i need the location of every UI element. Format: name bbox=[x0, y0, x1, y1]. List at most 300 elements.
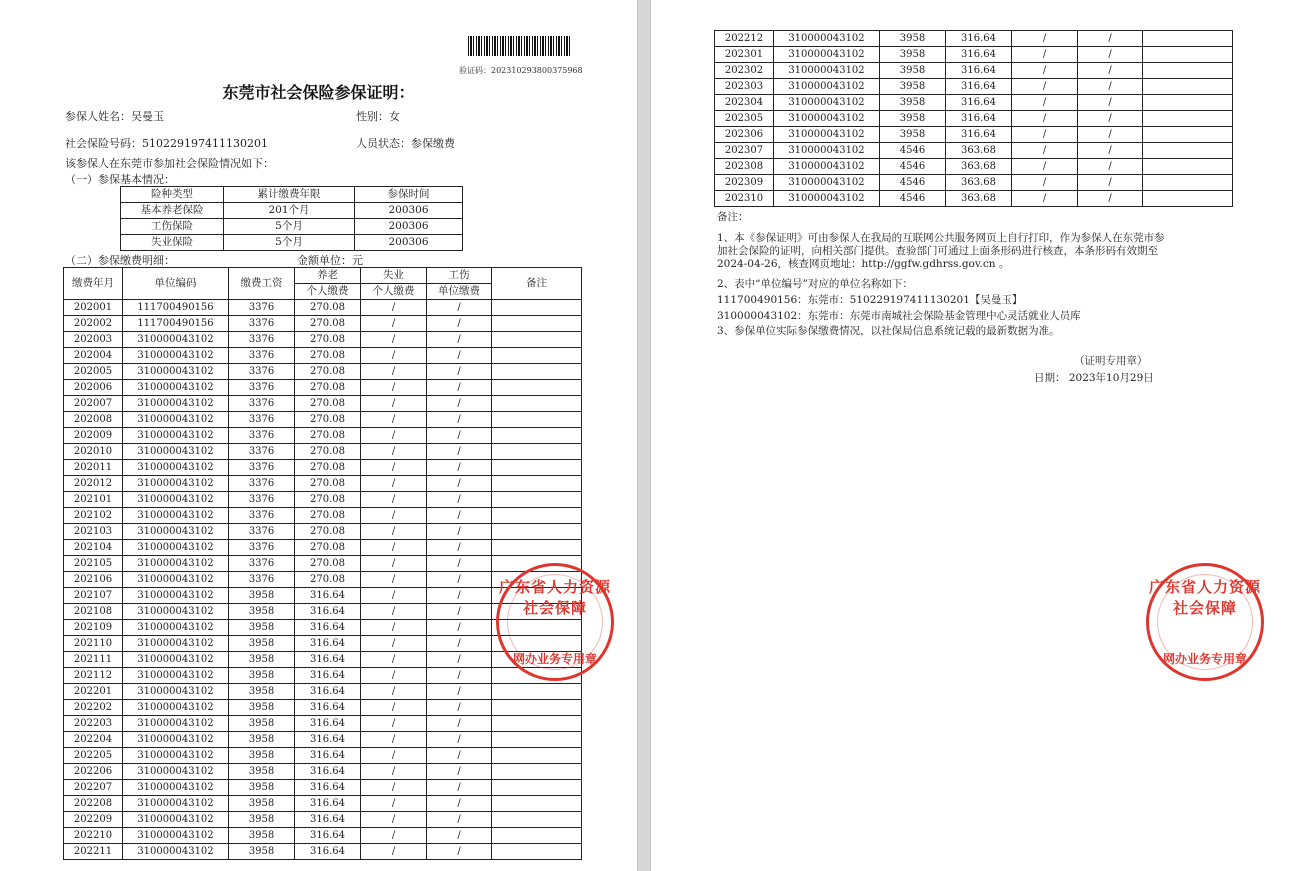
table-cell bbox=[492, 444, 582, 460]
table-row bbox=[64, 428, 582, 444]
table-row bbox=[64, 332, 582, 348]
table-cell: 111700490156 bbox=[123, 300, 229, 316]
insured-name: 参保人姓名：吴曼玉 bbox=[65, 110, 164, 123]
table-cell: 310000043102 bbox=[123, 364, 229, 380]
table-cell bbox=[1143, 143, 1233, 159]
table-row bbox=[64, 828, 582, 844]
table-cell: / bbox=[427, 748, 492, 764]
table-row bbox=[64, 684, 582, 700]
table-cell: 270.08 bbox=[295, 556, 361, 572]
table-cell: 363.68 bbox=[946, 159, 1012, 175]
basic-header-type: 险种类型 bbox=[121, 187, 224, 203]
table-row bbox=[715, 79, 1233, 95]
table-cell: / bbox=[1078, 159, 1143, 175]
table-cell: / bbox=[427, 716, 492, 732]
table-cell: 3376 bbox=[229, 396, 295, 412]
table-row bbox=[121, 203, 463, 219]
table-cell: 3376 bbox=[229, 556, 295, 572]
table-cell bbox=[492, 492, 582, 508]
table-cell: 270.08 bbox=[295, 300, 361, 316]
table-row bbox=[715, 47, 1233, 63]
table-row bbox=[64, 780, 582, 796]
table-row bbox=[64, 732, 582, 748]
table-cell: 202102 bbox=[64, 508, 123, 524]
table-cell: / bbox=[427, 476, 492, 492]
table-row bbox=[64, 412, 582, 428]
table-cell: 202111 bbox=[64, 652, 123, 668]
table-cell: 3958 bbox=[880, 111, 946, 127]
table-cell: 202205 bbox=[64, 748, 123, 764]
table-cell: 270.08 bbox=[295, 348, 361, 364]
table-cell: / bbox=[1012, 95, 1078, 111]
table-cell: / bbox=[1012, 143, 1078, 159]
table-cell: 310000043102 bbox=[123, 428, 229, 444]
table-cell: 3376 bbox=[229, 508, 295, 524]
table-cell bbox=[492, 348, 582, 364]
table-cell bbox=[1143, 175, 1233, 191]
table-cell: 310000043102 bbox=[123, 812, 229, 828]
table-cell: 202107 bbox=[64, 588, 123, 604]
table-cell bbox=[492, 684, 582, 700]
table-cell: 3958 bbox=[229, 780, 295, 796]
table-cell: 202210 bbox=[64, 828, 123, 844]
table-cell: / bbox=[427, 396, 492, 412]
table-cell: 310000043102 bbox=[123, 332, 229, 348]
table-row bbox=[64, 364, 582, 380]
table-cell: / bbox=[427, 604, 492, 620]
table-cell: / bbox=[361, 572, 427, 588]
table-cell: / bbox=[361, 492, 427, 508]
table-cell: 4546 bbox=[880, 175, 946, 191]
table-cell bbox=[492, 524, 582, 540]
table-cell: 316.64 bbox=[295, 604, 361, 620]
table-cell: / bbox=[427, 844, 492, 860]
table-cell: / bbox=[427, 444, 492, 460]
table-cell: / bbox=[361, 764, 427, 780]
table-cell: 202002 bbox=[64, 316, 123, 332]
table-cell: 202106 bbox=[64, 572, 123, 588]
table-cell: 202304 bbox=[715, 95, 774, 111]
table-cell: 316.64 bbox=[295, 732, 361, 748]
intro-text: 该参保人在东莞市参加社会保险情况如下： bbox=[65, 157, 274, 170]
table-cell: 3376 bbox=[229, 348, 295, 364]
table-cell: 310000043102 bbox=[123, 828, 229, 844]
table-cell: / bbox=[1078, 79, 1143, 95]
table-cell: 4546 bbox=[880, 191, 946, 207]
table-cell: 270.08 bbox=[295, 412, 361, 428]
table-cell: / bbox=[427, 588, 492, 604]
table-cell: / bbox=[1078, 127, 1143, 143]
seal-inner-text-2: 网办业务专用章 bbox=[1162, 652, 1247, 666]
table-cell: 202103 bbox=[64, 524, 123, 540]
table-row bbox=[715, 95, 1233, 111]
table-cell bbox=[492, 780, 582, 796]
table-cell: 3376 bbox=[229, 444, 295, 460]
insured-gender: 性别：女 bbox=[356, 110, 400, 123]
basic-insurance-table bbox=[120, 186, 463, 251]
table-cell: 316.64 bbox=[946, 79, 1012, 95]
table-cell: 3958 bbox=[229, 716, 295, 732]
table-cell: 202104 bbox=[64, 540, 123, 556]
table-cell: 202012 bbox=[64, 476, 123, 492]
table-cell bbox=[1143, 31, 1233, 47]
table-cell bbox=[492, 428, 582, 444]
table-cell: / bbox=[361, 652, 427, 668]
table-cell: 202004 bbox=[64, 348, 123, 364]
table-cell: / bbox=[427, 460, 492, 476]
table-cell: 310000043102 bbox=[123, 556, 229, 572]
table-cell: 310000043102 bbox=[123, 700, 229, 716]
table-cell: 310000043102 bbox=[774, 47, 880, 63]
table-cell: 5个月 bbox=[224, 235, 355, 251]
header-unit-code: 单位编码 bbox=[123, 268, 229, 300]
table-cell: / bbox=[427, 300, 492, 316]
table-cell: 111700490156 bbox=[123, 316, 229, 332]
note-3: 3、参保单位实际参保缴费情况，以社保局信息系统记载的最新数据为准。 bbox=[717, 325, 1060, 337]
table-cell: 316.64 bbox=[295, 620, 361, 636]
table-cell: / bbox=[361, 380, 427, 396]
table-cell: 202207 bbox=[64, 780, 123, 796]
table-cell bbox=[492, 748, 582, 764]
table-cell: 363.68 bbox=[946, 191, 1012, 207]
table-cell: 3376 bbox=[229, 572, 295, 588]
table-cell: 202204 bbox=[64, 732, 123, 748]
table-cell: 316.64 bbox=[295, 796, 361, 812]
table-cell bbox=[492, 412, 582, 428]
table-cell: / bbox=[361, 332, 427, 348]
table-cell: 316.64 bbox=[946, 31, 1012, 47]
page-divider bbox=[637, 0, 651, 871]
table-cell: 202011 bbox=[64, 460, 123, 476]
table-cell: 200306 bbox=[355, 203, 463, 219]
table-cell bbox=[492, 364, 582, 380]
social-insurance-number: 社会保险号码：510229197411130201 bbox=[65, 137, 268, 150]
table-cell: 310000043102 bbox=[123, 412, 229, 428]
table-cell: / bbox=[427, 316, 492, 332]
table-cell: / bbox=[427, 828, 492, 844]
amount-unit: 金额单位：元 bbox=[297, 254, 363, 267]
table-cell: / bbox=[427, 492, 492, 508]
table-cell: 202010 bbox=[64, 444, 123, 460]
table-cell: 3958 bbox=[229, 652, 295, 668]
table-cell: 310000043102 bbox=[123, 652, 229, 668]
table-cell: 3376 bbox=[229, 476, 295, 492]
table-cell bbox=[1143, 47, 1233, 63]
table-cell: / bbox=[427, 508, 492, 524]
table-cell: / bbox=[361, 732, 427, 748]
table-cell: / bbox=[361, 748, 427, 764]
table-cell: 310000043102 bbox=[123, 380, 229, 396]
table-cell: 310000043102 bbox=[123, 732, 229, 748]
header-pension-personal: 个人缴费 bbox=[295, 284, 361, 300]
table-cell: 202309 bbox=[715, 175, 774, 191]
table-cell: / bbox=[427, 412, 492, 428]
table-cell: 202201 bbox=[64, 684, 123, 700]
table-cell: 202008 bbox=[64, 412, 123, 428]
table-cell: 5个月 bbox=[224, 219, 355, 235]
table-row bbox=[64, 812, 582, 828]
table-cell: 270.08 bbox=[295, 460, 361, 476]
table-cell: 202206 bbox=[64, 764, 123, 780]
table-cell: 4546 bbox=[880, 159, 946, 175]
table-cell bbox=[1143, 95, 1233, 111]
table-cell: 3958 bbox=[229, 588, 295, 604]
table-row bbox=[715, 127, 1233, 143]
table-row bbox=[715, 191, 1233, 207]
table-cell: 310000043102 bbox=[774, 95, 880, 111]
table-cell: / bbox=[1078, 63, 1143, 79]
table-cell bbox=[492, 460, 582, 476]
table-cell: / bbox=[361, 620, 427, 636]
table-cell: 310000043102 bbox=[123, 572, 229, 588]
table-cell: 202308 bbox=[715, 159, 774, 175]
table-cell: 3376 bbox=[229, 524, 295, 540]
table-cell: 310000043102 bbox=[123, 524, 229, 540]
table-cell: 202203 bbox=[64, 716, 123, 732]
table-cell: 3958 bbox=[229, 748, 295, 764]
table-cell bbox=[1143, 63, 1233, 79]
table-row bbox=[64, 396, 582, 412]
table-cell: 3958 bbox=[229, 844, 295, 860]
table-row bbox=[64, 380, 582, 396]
table-cell: 202209 bbox=[64, 812, 123, 828]
table-cell: / bbox=[361, 428, 427, 444]
table-cell bbox=[492, 508, 582, 524]
header-unemployment: 失业 bbox=[361, 268, 427, 284]
table-cell: 202306 bbox=[715, 127, 774, 143]
table-cell: / bbox=[1012, 31, 1078, 47]
table-cell: 3376 bbox=[229, 380, 295, 396]
table-cell: / bbox=[361, 396, 427, 412]
table-cell: / bbox=[361, 508, 427, 524]
table-cell: / bbox=[361, 588, 427, 604]
table-row bbox=[715, 143, 1233, 159]
verification-code: 验证码：202310293800375968 bbox=[459, 66, 583, 75]
table-cell bbox=[492, 764, 582, 780]
table-cell: 3958 bbox=[880, 47, 946, 63]
table-cell bbox=[492, 828, 582, 844]
table-cell: / bbox=[1012, 175, 1078, 191]
table-row bbox=[715, 159, 1233, 175]
table-cell: 270.08 bbox=[295, 572, 361, 588]
table-cell bbox=[1143, 191, 1233, 207]
table-cell: 310000043102 bbox=[774, 79, 880, 95]
table-cell bbox=[492, 540, 582, 556]
table-cell: 270.08 bbox=[295, 380, 361, 396]
table-cell: 202303 bbox=[715, 79, 774, 95]
table-cell: 316.64 bbox=[946, 95, 1012, 111]
payment-detail-table bbox=[63, 267, 582, 860]
table-cell: 363.68 bbox=[946, 143, 1012, 159]
table-cell: / bbox=[361, 476, 427, 492]
header-injury-unit: 单位缴费 bbox=[427, 284, 492, 300]
table-cell: 200306 bbox=[355, 235, 463, 251]
document-title: 东莞市社会保险参保证明： bbox=[222, 83, 415, 102]
note-2-unit-a: 111700490156：东莞市：510229197411130201【吴曼玉】 bbox=[717, 294, 1023, 306]
table-row bbox=[64, 668, 582, 684]
note-1-line-1: 1、本《参保证明》可由参保人在我局的互联网公共服务网页上自行打印，作为参保人在东莞市参 bbox=[717, 232, 1165, 244]
basic-header-start: 参保时间 bbox=[355, 187, 463, 203]
table-cell: 316.64 bbox=[946, 111, 1012, 127]
table-cell: 202003 bbox=[64, 332, 123, 348]
table-cell: / bbox=[427, 332, 492, 348]
table-cell: 3376 bbox=[229, 412, 295, 428]
table-cell bbox=[492, 476, 582, 492]
table-cell: / bbox=[1078, 191, 1143, 207]
table-row bbox=[64, 748, 582, 764]
table-cell: 3376 bbox=[229, 300, 295, 316]
table-cell: 3958 bbox=[229, 796, 295, 812]
table-cell: / bbox=[1078, 143, 1143, 159]
table-cell: 3376 bbox=[229, 332, 295, 348]
table-cell: / bbox=[361, 636, 427, 652]
table-cell bbox=[1143, 79, 1233, 95]
table-cell: 310000043102 bbox=[123, 764, 229, 780]
table-cell: 310000043102 bbox=[774, 175, 880, 191]
note-2-unit-b: 310000043102：东莞市：东莞市南城社会保险基金管理中心灵活就业人员库 bbox=[717, 310, 1081, 322]
table-cell: / bbox=[427, 620, 492, 636]
table-cell: / bbox=[427, 428, 492, 444]
table-cell: 202208 bbox=[64, 796, 123, 812]
table-cell bbox=[492, 300, 582, 316]
table-cell bbox=[492, 844, 582, 860]
table-cell: / bbox=[1078, 31, 1143, 47]
table-cell: 270.08 bbox=[295, 492, 361, 508]
table-cell bbox=[1143, 111, 1233, 127]
table-cell: / bbox=[361, 348, 427, 364]
table-cell: / bbox=[361, 604, 427, 620]
table-cell bbox=[492, 732, 582, 748]
table-cell: 316.64 bbox=[946, 63, 1012, 79]
table-cell bbox=[492, 396, 582, 412]
section-basic-title: （一）参保基本情况： bbox=[65, 173, 175, 186]
table-cell: 363.68 bbox=[946, 175, 1012, 191]
table-cell: 270.08 bbox=[295, 396, 361, 412]
table-cell: 316.64 bbox=[295, 812, 361, 828]
section-payment-title: （二）参保缴费明细： bbox=[65, 254, 175, 267]
header-unemployment-personal: 个人缴费 bbox=[361, 284, 427, 300]
note-2: 2、表中“单位编号”对应的单位名称如下： bbox=[717, 278, 913, 290]
table-cell: / bbox=[427, 636, 492, 652]
table-row bbox=[64, 476, 582, 492]
table-cell: 4546 bbox=[880, 143, 946, 159]
table-row bbox=[64, 444, 582, 460]
table-cell: / bbox=[427, 684, 492, 700]
table-cell: 270.08 bbox=[295, 508, 361, 524]
table-cell: / bbox=[427, 572, 492, 588]
table-cell: 310000043102 bbox=[123, 684, 229, 700]
table-cell: 270.08 bbox=[295, 364, 361, 380]
table-cell: 3958 bbox=[880, 31, 946, 47]
table-cell: / bbox=[1012, 127, 1078, 143]
table-cell: 3958 bbox=[229, 700, 295, 716]
table-cell: 3958 bbox=[229, 668, 295, 684]
table-row bbox=[64, 460, 582, 476]
table-cell: 3376 bbox=[229, 428, 295, 444]
seal-outer-text: 广东省人力资源社会保障 bbox=[499, 578, 612, 617]
table-cell: 310000043102 bbox=[774, 63, 880, 79]
table-cell: 202007 bbox=[64, 396, 123, 412]
table-cell: 3958 bbox=[880, 63, 946, 79]
table-cell: 310000043102 bbox=[123, 620, 229, 636]
table-cell: 失业保险 bbox=[121, 235, 224, 251]
issue-date: 日期： 2023年10月29日 bbox=[1034, 372, 1154, 384]
table-cell: 3958 bbox=[880, 79, 946, 95]
seal-inner-text: 网办业务专用章 bbox=[512, 652, 597, 666]
table-cell: 310000043102 bbox=[123, 636, 229, 652]
table-cell: / bbox=[1012, 191, 1078, 207]
table-cell: 202202 bbox=[64, 700, 123, 716]
table-cell: 202302 bbox=[715, 63, 774, 79]
table-cell bbox=[492, 716, 582, 732]
table-cell: 310000043102 bbox=[123, 604, 229, 620]
table-cell: 310000043102 bbox=[774, 31, 880, 47]
table-cell: 3958 bbox=[880, 95, 946, 111]
table-cell: 316.64 bbox=[946, 127, 1012, 143]
table-cell: 310000043102 bbox=[774, 143, 880, 159]
table-cell: 270.08 bbox=[295, 444, 361, 460]
official-seal-stamp-2 bbox=[1146, 563, 1264, 681]
table-cell: 202001 bbox=[64, 300, 123, 316]
table-row bbox=[64, 316, 582, 332]
notes-heading: 备注： bbox=[717, 211, 749, 223]
table-cell: 202005 bbox=[64, 364, 123, 380]
table-cell: 3376 bbox=[229, 316, 295, 332]
table-cell: 316.64 bbox=[295, 684, 361, 700]
table-cell: 3958 bbox=[229, 684, 295, 700]
note-1-line-2: 加社会保险的证明，向相关部门提供。查验部门可通过上面条形码进行核查，本条形码有效期至 bbox=[717, 245, 1158, 257]
table-cell: 3958 bbox=[229, 828, 295, 844]
table-cell: / bbox=[1012, 63, 1078, 79]
table-cell: / bbox=[427, 732, 492, 748]
table-cell: 310000043102 bbox=[123, 716, 229, 732]
table-cell: 基本养老保险 bbox=[121, 203, 224, 219]
table-cell: 310000043102 bbox=[774, 159, 880, 175]
table-cell: / bbox=[1012, 47, 1078, 63]
table-row bbox=[121, 219, 463, 235]
barcode-image bbox=[468, 36, 572, 56]
table-cell: 202101 bbox=[64, 492, 123, 508]
table-row bbox=[64, 716, 582, 732]
table-cell: 316.64 bbox=[295, 844, 361, 860]
table-row bbox=[64, 300, 582, 316]
table-cell: 3958 bbox=[229, 636, 295, 652]
header-wage: 缴费工资 bbox=[229, 268, 295, 300]
table-row bbox=[64, 844, 582, 860]
table-cell: / bbox=[361, 460, 427, 476]
table-cell: 3376 bbox=[229, 492, 295, 508]
table-cell: / bbox=[1078, 175, 1143, 191]
table-cell: 316.64 bbox=[295, 764, 361, 780]
table-cell: 3376 bbox=[229, 460, 295, 476]
table-cell: 310000043102 bbox=[774, 111, 880, 127]
header-remark: 备注 bbox=[492, 268, 582, 300]
table-cell: / bbox=[361, 780, 427, 796]
table-cell: 3958 bbox=[229, 764, 295, 780]
table-cell: 202009 bbox=[64, 428, 123, 444]
table-cell: 310000043102 bbox=[774, 127, 880, 143]
table-cell: 316.64 bbox=[295, 652, 361, 668]
table-cell: 310000043102 bbox=[123, 396, 229, 412]
table-cell: 316.64 bbox=[295, 668, 361, 684]
seal-note: （证明专用章） bbox=[1074, 355, 1148, 367]
table-cell: 310000043102 bbox=[123, 748, 229, 764]
table-cell: / bbox=[361, 796, 427, 812]
table-cell: 316.64 bbox=[946, 47, 1012, 63]
table-cell: 270.08 bbox=[295, 316, 361, 332]
table-cell: 310000043102 bbox=[123, 540, 229, 556]
table-cell: / bbox=[427, 348, 492, 364]
